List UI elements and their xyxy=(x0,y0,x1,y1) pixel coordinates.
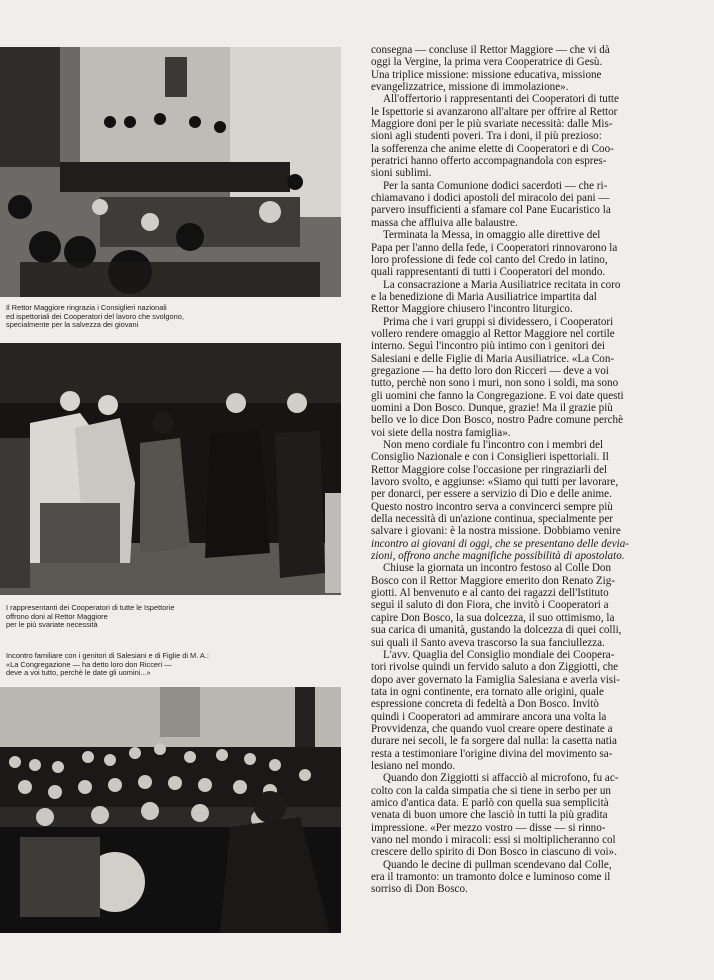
article-line: Provvidenza, che quando vuol creare opere destinate a xyxy=(371,722,613,735)
article-line: Quando don Ziggiotti si affacciò al microfono, fu ac- xyxy=(383,772,619,785)
article-line: incontro ai giovani di oggi, che se presentano delle devia- xyxy=(371,537,629,550)
article-line: massa che affluiva alle balaustre. xyxy=(371,216,518,229)
article-line: Quando le decine di pullman scendevano dal Colle, xyxy=(383,858,612,871)
article-line: loro professione di fede col canto del Credo in latino, xyxy=(371,253,608,266)
article-line: Bosco con il Rettor Maggiore emerito don Renato Zig- xyxy=(371,574,616,587)
article-line: amico d'antica data. E parlò con quella sua semplicità xyxy=(371,796,609,809)
article-line: e la benedizione di Maria Ausiliatrice impartita dal xyxy=(371,290,597,303)
article-line: venata di buon umore che lasciò in tutti la più gradita xyxy=(371,809,608,822)
article-line: oggi la Vergine, la prima vera Cooperatrice di Gesù. xyxy=(371,56,603,69)
photo-offering-gifts xyxy=(0,343,341,595)
article-line: impressione. «Per mezzo vostro — disse — si rinno- xyxy=(371,821,606,834)
article-line: parvero insufficienti a sfamare col Pane Eucaristico la xyxy=(371,204,611,217)
article-line: sorriso di Don Bosco. xyxy=(371,883,468,896)
article-line: L'avv. Quaglia del Consiglio mondiale dei Coopera- xyxy=(383,648,615,661)
article-line: salvare i giovani: è la nostra missione. Dobbiamo venire xyxy=(371,525,621,538)
article-line: zioni, offrono anche magnifiche possibilità di apostolato. xyxy=(371,550,625,563)
caption-line: per le più svariate necessità xyxy=(6,620,98,630)
article-line: dopo aver governato la Famiglia Salesiana e averla visi- xyxy=(371,673,620,686)
article-line: Salesiani e delle Figlie di Maria Ausiliatrice. «La Con- xyxy=(371,352,615,365)
article-line: tutto, perchè non sono i muri, non sono i soldi, ma sono xyxy=(371,377,619,390)
article-line: tori rivolse quindi un fervido saluto a don Ziggiotti, che xyxy=(371,661,619,674)
article-line: Prima che i vari gruppi si dividessero, i Cooperatori xyxy=(383,315,614,328)
article-line: voi siete della nostra famiglia». xyxy=(371,426,511,439)
caption-line: Il Rettor Maggiore ringrazia i Consiglieri nazionali xyxy=(6,303,167,312)
article-line: sioni agli studenti poveri. Tra i doni, il più prezioso: xyxy=(371,130,602,143)
article-line: per donarci, per essere a servizio di Dio e delle anime. xyxy=(371,488,612,501)
article-line: sui quali il Santo aveva trascorso la sua fanciullezza. xyxy=(371,636,605,649)
article-line: seguì il saluto di don Fiora, che invitò i Cooperatori a xyxy=(371,599,609,612)
article-line: Non meno cordiale fu l'incontro con i membri del xyxy=(383,439,604,451)
caption-line: Incontro familiare con i genitori di Salesiani e di Figlie di M. A.: xyxy=(6,651,209,660)
article-line: consegna — concluse il Rettor Maggiore — che vi dà xyxy=(371,44,610,56)
article-line: la sofferenza che anime elette di Cooperatori e di Coo- xyxy=(371,142,614,155)
article-line: Maggiore doni per le più svariate necessità: dalle Mis- xyxy=(371,118,613,131)
caption-line: specialmente per la salvezza dei giovani xyxy=(6,320,139,330)
article-line: Chiuse la giornata un incontro festoso al Colle Don xyxy=(383,562,611,575)
article-line: gli uomini che fanno la Congregazione. E voi date questi xyxy=(371,389,624,402)
article-line: chiamavano i dodici apostoli del miracolo dei pani — xyxy=(371,192,610,205)
article-line: Per la santa Comunione dodici sacerdoti — che ri- xyxy=(383,179,608,192)
article-line: sioni sublimi. xyxy=(371,167,432,180)
caption-line: deve a voi tutto, perchè le date gli uomini...» xyxy=(6,668,151,678)
article-line: bello ve lo dice Don Bosco, nostro Padre comune perchè xyxy=(371,414,624,427)
article-line: vano nel mondo i miracoli: essi si moltiplicheranno col xyxy=(371,834,616,846)
article-line: Papa per l'anno della fede, i Cooperatori rinnovarono la xyxy=(371,241,618,254)
article-line: della necessità di un'azione continua, specialmente per xyxy=(371,513,613,526)
photo1-caption xyxy=(6,304,268,330)
article-line: durare nei secoli, le fa sorgere dal nulla: la casetta natia xyxy=(371,735,617,748)
article-line: tata in ogni continente, era tornato alle origini, quale xyxy=(371,685,604,698)
article-line: quali rappresentanti di tutti i Cooperatori del mondo. xyxy=(371,266,606,279)
article-line: peratrici hanno offerto accompagnandola con espres- xyxy=(371,155,607,168)
photo-family-meeting xyxy=(0,687,341,933)
article-line: evangelizzatrice, missione di immolazione». xyxy=(371,81,569,94)
article-line: vollero rendere omaggio al Rettor Maggiore nel cortile xyxy=(371,327,615,340)
photo2-caption xyxy=(6,604,268,630)
photo-consiglieri-meeting xyxy=(0,47,341,297)
article-line: lesiano nel mondo. xyxy=(371,759,456,772)
article-line: giotti. Al benvenuto e al canto dei ragazzi dell'Istituto xyxy=(371,587,609,600)
article-line: capire Don Bosco, la sua dolcezza, il suo ottimismo, la xyxy=(371,611,615,624)
article-line: crescere dello spirito di Don Bosco in ciascuno di voi». xyxy=(371,846,617,859)
article-line: Consiglio Nazionale e con i Consiglieri ispettoriali. Il xyxy=(371,451,609,464)
article-line: interno. Seguì l'incontro più intimo con i genitori dei xyxy=(371,340,606,353)
article-line: quindi i Cooperatori ad ammirare ancora una volta la xyxy=(371,710,607,723)
article-line: le Ispettorie si avanzarono all'altare per offrire al Rettor xyxy=(371,105,618,118)
article-column xyxy=(371,44,683,896)
article-line: colto con la calda simpatia che si tiene in serbo per un xyxy=(371,784,611,797)
caption-line: I rappresentanti dei Cooperatori di tutte le Ispettorie xyxy=(6,603,175,612)
article-line: sua carica di umanità, gustando la dolcezza di quei colli, xyxy=(371,624,622,637)
photo3-caption xyxy=(6,652,268,678)
article-line: Rettor Maggiore colse l'occasione per ringraziarli del xyxy=(371,463,608,476)
caption-line: «La Congregazione — ha detto loro don Ricceri — xyxy=(6,659,172,669)
caption-line: offrono doni al Rettor Maggiore xyxy=(6,611,108,621)
article-line: espressione concreta di fedeltà a Don Bosco. Invitò xyxy=(371,698,599,711)
article-line: lavoro svolto, e aggiunse: «Siamo qui tutti per lavorare, xyxy=(371,476,619,489)
article-line: La consacrazione a Maria Ausiliatrice recitata in coro xyxy=(383,278,621,291)
article-line: resta a testimoniare l'origine divina del movimento sa- xyxy=(371,747,613,760)
caption-line: ed ispettoriali dei Cooperatori del lavoro che svolgono, xyxy=(6,311,184,321)
article-line: era il tramonto: un tramonto dolce e luminoso come il xyxy=(371,871,611,884)
article-line: All'offertorio i rappresentanti dei Cooperatori di tutte xyxy=(383,93,619,106)
article-line: Una triplice missione: missione educativa, missione xyxy=(371,68,602,81)
article-line: uomini a Don Bosco. Dunque, grazie! Ma il grazie più xyxy=(371,401,613,414)
article-line: gregazione — ha detto loro don Ricceri — deve a voi xyxy=(371,364,609,377)
article-line: Rettor Maggiore chiusero l'incontro liturgico. xyxy=(371,303,573,316)
article-line: Questo nostro incontro serva a convincerci sempre più xyxy=(371,500,613,513)
article-line: Terminata la Messa, in omaggio alle direttive del xyxy=(383,229,601,242)
